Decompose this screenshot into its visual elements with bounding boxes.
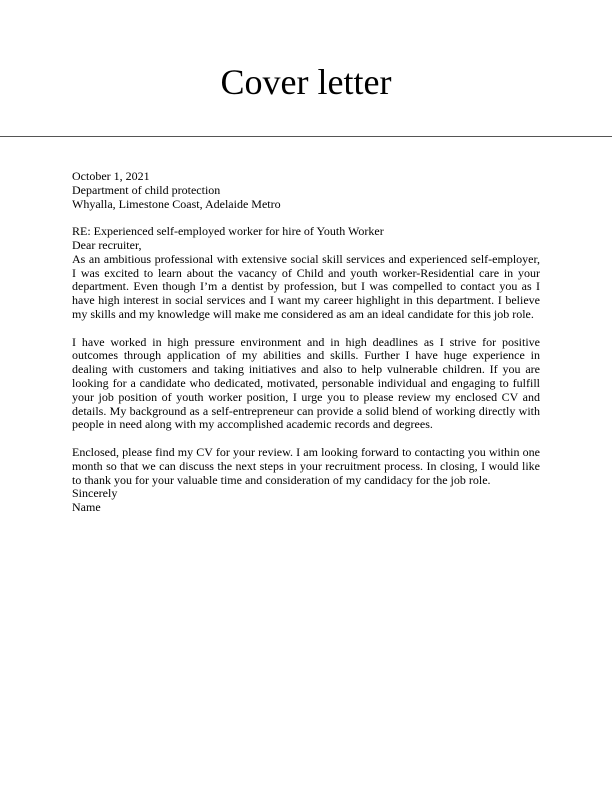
subject-line: RE: Experienced self-employed worker for hire of Youth Worker <box>72 224 384 239</box>
salutation: Dear recruiter, <box>72 237 142 252</box>
spacer <box>72 211 540 225</box>
paragraph-closing: Enclosed, please find my CV for your review. I am looking forward to contacting you within one month so that we can discuss the next steps in your recruitment process. In closing, I would like to thank you for your valuable time and consideration of my candidacy for the job role. <box>72 444 540 487</box>
letter-body <box>72 170 540 515</box>
signature-name: Name <box>72 500 101 515</box>
spacer <box>72 322 540 336</box>
closing-word: Sincerely <box>72 486 118 501</box>
paragraph-experience: I have worked in high pressure environment and in high deadlines as I strive for positive outcomes through application of my abilities and skills. Further I have huge experience in dealing with customers and taking initiatives and also to help vulnerable children. If you are looking for a candidate who dedicated, motivated, personable individual and engaging to fulfill your job position of youth worker position, I urge you to please review my enclosed CV and details. My background as a self-entrepreneur can provide a solid blend of working directly with people in need along with my accomplished academic records and degrees. <box>72 334 540 432</box>
title-divider <box>0 136 612 137</box>
paragraph-intro: As an ambitious professional with extensive social skill services and experienced self-employer, I was excited to learn about the vacancy of Child and youth worker-Residential care in your department. Even though I’m a dentist by profession, but I was compelled to contact you as I have high interest in social services and I want my career highlight in this department. I believe my skills and my knowledge will make me considered as am an ideal candidate for this job role. <box>72 251 540 321</box>
page-title: Cover letter <box>220 62 392 102</box>
letter-date: October 1, 2021 <box>72 169 150 183</box>
spacer <box>72 432 540 446</box>
recipient-location: Whyalla, Limestone Coast, Adelaide Metro <box>72 196 281 211</box>
recipient-department: Department of child protection <box>72 182 221 197</box>
